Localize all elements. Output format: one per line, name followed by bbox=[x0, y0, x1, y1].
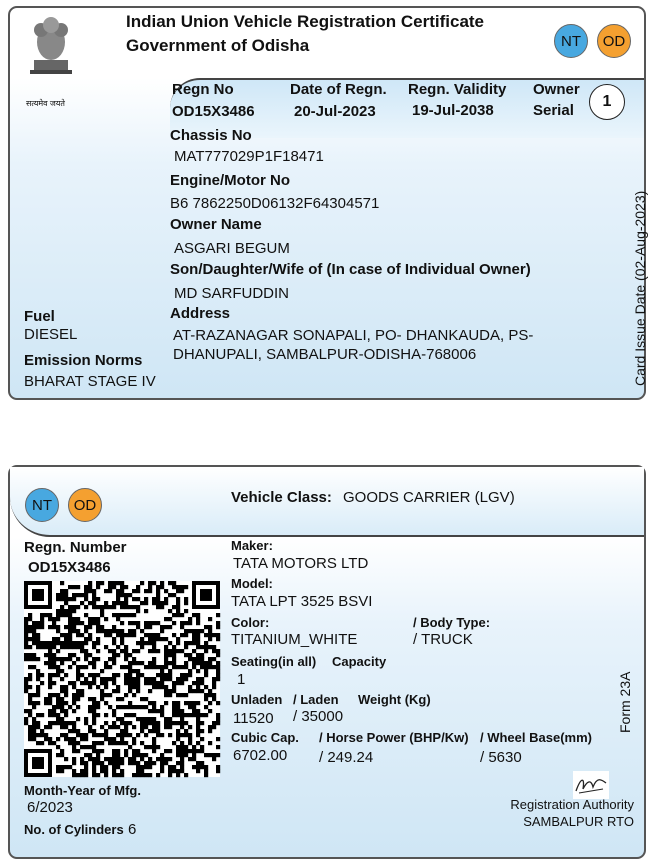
rc-back-card bbox=[8, 465, 646, 859]
card-title: Indian Union Vehicle Registration Certificate bbox=[126, 12, 485, 31]
model-label: Model: bbox=[231, 576, 273, 591]
laden-label: / Laden bbox=[293, 692, 339, 707]
emission-value: BHARAT STAGE IV bbox=[24, 373, 156, 390]
badge-od: OD bbox=[68, 488, 102, 522]
unladen-label: Unladen bbox=[231, 692, 283, 707]
body-type-value: / TRUCK bbox=[413, 631, 473, 648]
owner-name-label: Owner Name bbox=[170, 216, 262, 233]
mfg-value: 6/2023 bbox=[27, 799, 73, 816]
qr-code bbox=[24, 581, 220, 777]
chassis-value: MAT777029P1F18471 bbox=[174, 148, 324, 165]
horse-power-label: / Horse Power (BHP/Kw) bbox=[319, 730, 469, 745]
seating-value: 1 bbox=[237, 671, 246, 688]
authority-value: SAMBALPUR RTO bbox=[523, 814, 634, 829]
owner-serial-label: Owner bbox=[533, 81, 580, 98]
owner-name-value: ASGARI BEGUM bbox=[174, 240, 290, 257]
rc-front-card bbox=[8, 6, 646, 400]
vehicle-class-label: Vehicle Class: bbox=[231, 489, 332, 506]
form-number: Form 23A bbox=[617, 671, 633, 733]
card-issue-date: Card Issue Date (02-Aug-2023) bbox=[632, 190, 648, 386]
wheel-base-value: / 5630 bbox=[480, 749, 522, 766]
emission-label: Emission Norms bbox=[24, 352, 143, 369]
card-subtitle: Government of Odisha bbox=[126, 36, 310, 55]
relation-label: Son/Daughter/Wife of (In case of Individual Owner) bbox=[170, 261, 531, 278]
laden-value: / 35000 bbox=[293, 708, 344, 725]
regn-validity-value: 19-Jul-2038 bbox=[412, 102, 494, 119]
maker-value: TATA MOTORS LTD bbox=[233, 555, 369, 572]
regn-no-label: Regn No bbox=[172, 81, 234, 98]
weight-label: Weight (Kg) bbox=[358, 692, 431, 707]
unladen-value: 11520 bbox=[233, 710, 274, 727]
seating-label: Seating(in all) bbox=[231, 654, 317, 669]
regn-no-value: OD15X3486 bbox=[172, 103, 255, 120]
authority-label: Registration Authority bbox=[510, 797, 634, 812]
mfg-label: Month-Year of Mfg. bbox=[24, 783, 141, 798]
color-value: TITANIUM_WHITE bbox=[231, 631, 358, 648]
capacity-label: Capacity bbox=[332, 654, 387, 669]
regn-number-value: OD15X3486 bbox=[28, 559, 111, 576]
vehicle-class-value: GOODS CARRIER (LGV) bbox=[343, 489, 515, 506]
fuel-label: Fuel bbox=[24, 308, 55, 325]
badge-nt: NT bbox=[25, 488, 59, 522]
cylinders-value: 6 bbox=[128, 821, 137, 838]
cubic-cap-value: 6702.00 bbox=[233, 747, 288, 764]
maker-label: Maker: bbox=[231, 538, 273, 553]
badge-nt: NT bbox=[554, 24, 588, 58]
signature-image bbox=[573, 771, 609, 799]
national-emblem-icon bbox=[24, 12, 78, 84]
date-of-regn-value: 20-Jul-2023 bbox=[294, 103, 376, 120]
engine-label: Engine/Motor No bbox=[170, 172, 290, 189]
model-value: TATA LPT 3525 BSVI bbox=[231, 593, 373, 610]
body-type-label: / Body Type: bbox=[413, 615, 491, 630]
badge-od: OD bbox=[597, 24, 631, 58]
chassis-label: Chassis No bbox=[170, 127, 252, 144]
regn-validity-label: Regn. Validity bbox=[408, 81, 507, 98]
regn-number-label: Regn. Number bbox=[24, 539, 127, 556]
address-label: Address bbox=[170, 305, 231, 322]
fuel-value: DIESEL bbox=[24, 326, 78, 343]
owner-serial-label-2: Serial bbox=[533, 102, 574, 119]
cylinders-label: No. of Cylinders bbox=[24, 822, 124, 837]
owner-serial-value: 1 bbox=[589, 84, 625, 120]
relation-value: MD SARFUDDIN bbox=[174, 285, 289, 302]
engine-value: B6 7862250D06132F64304571 bbox=[170, 195, 380, 212]
color-label: Color: bbox=[231, 615, 270, 630]
emblem-caption: सत्यमेव जयते bbox=[26, 99, 65, 108]
date-of-regn-label: Date of Regn. bbox=[290, 81, 387, 98]
wheel-base-label: / Wheel Base(mm) bbox=[480, 730, 592, 745]
address-line-1: AT-RAZANAGAR SONAPALI, PO- DHANKAUDA, PS- bbox=[173, 327, 534, 344]
address-line-2: DHANUPALI, SAMBALPUR-ODISHA-768006 bbox=[173, 346, 477, 363]
cubic-cap-label: Cubic Cap. bbox=[231, 730, 299, 745]
horse-power-value: / 249.24 bbox=[319, 749, 374, 766]
